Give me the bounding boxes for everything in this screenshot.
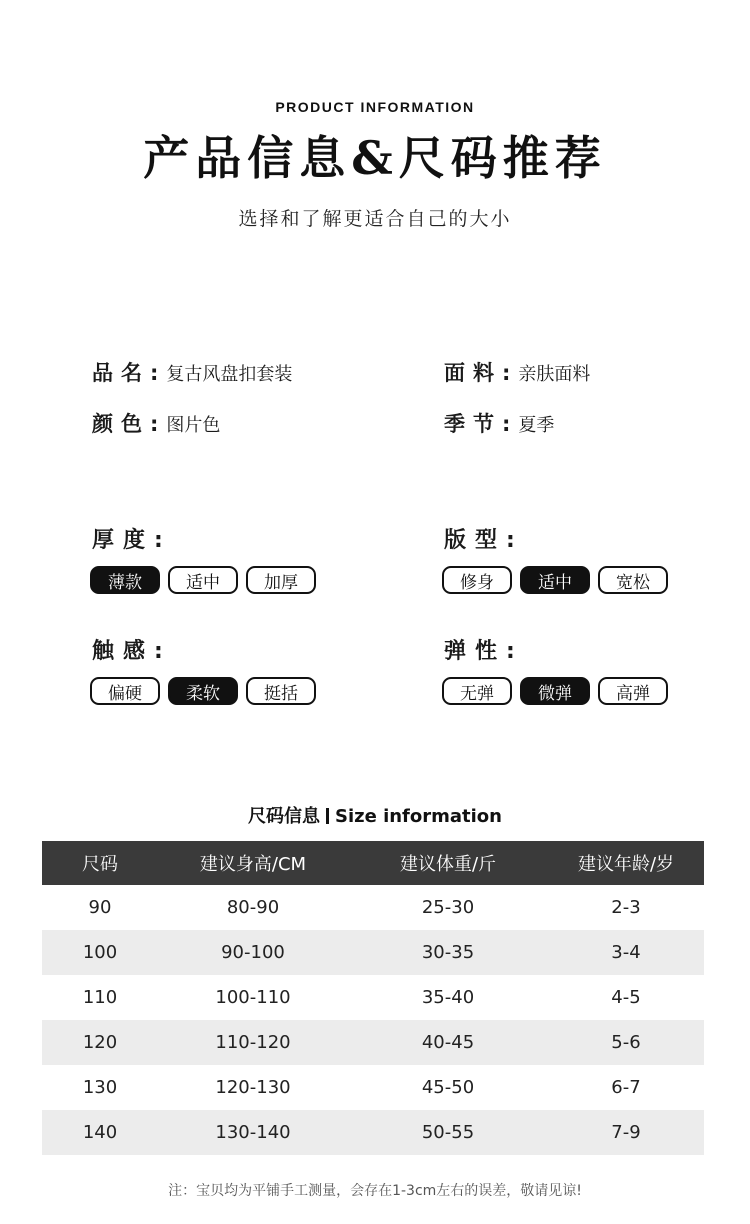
header-age: 建议年龄/岁	[577, 854, 675, 875]
cell-height: 100-110	[215, 987, 291, 1008]
cell-size: 120	[82, 1032, 118, 1053]
touch-option[interactable]: 挺括	[246, 677, 316, 705]
page-subtitle: 选择和了解更适合自己的大小	[238, 208, 512, 230]
fit-options	[442, 566, 668, 594]
elasticity-option[interactable]: 高弹	[598, 677, 668, 705]
info-color-label: 颜色	[92, 412, 150, 436]
size-table-heading	[0, 802, 750, 828]
header-height: 建议身高/CM	[199, 854, 307, 875]
table-row	[42, 1065, 704, 1110]
cell-age: 7-9	[611, 1122, 641, 1143]
measurement-note: 注：宝贝均为平铺手工测量，会存在1-3cm左右的误差，敬请见谅!	[168, 1183, 582, 1199]
cell-weight: 35-40	[421, 987, 475, 1008]
info-fabric-row	[444, 357, 590, 387]
fit-title: 版型:	[444, 528, 524, 553]
table-row	[42, 930, 704, 975]
info-season-label: 季节	[444, 412, 502, 436]
elasticity-option[interactable]: 微弹	[520, 677, 590, 705]
cell-size: 140	[82, 1122, 118, 1143]
cell-size: 90	[88, 897, 112, 918]
cell-height: 90-100	[221, 942, 285, 963]
size-heading-cn: 尺码信息	[247, 806, 320, 827]
cell-weight: 40-45	[421, 1032, 475, 1053]
cell-age: 6-7	[611, 1077, 641, 1098]
elasticity-options	[442, 677, 668, 705]
header-size: 尺码	[82, 854, 118, 875]
info-name-label: 品名	[92, 361, 150, 385]
elasticity-title: 弹性:	[444, 639, 524, 664]
info-fabric-value: 亲肤面料	[518, 364, 591, 385]
table-row	[42, 975, 704, 1020]
cell-size: 130	[82, 1077, 118, 1098]
info-season-value: 夏季	[518, 415, 555, 436]
info-colon: :	[150, 361, 159, 385]
fit-option[interactable]: 修身	[442, 566, 512, 594]
cell-height: 80-90	[226, 897, 280, 918]
cell-size: 110	[82, 987, 118, 1008]
info-color-value: 图片色	[166, 415, 221, 436]
thickness-option[interactable]: 加厚	[246, 566, 316, 594]
info-name-value: 复古风盘扣套装	[166, 364, 293, 385]
cell-age: 5-6	[611, 1032, 641, 1053]
heading-separator	[326, 808, 329, 824]
fit-option[interactable]: 宽松	[598, 566, 668, 594]
header-weight: 建议体重/斤	[399, 854, 497, 875]
cell-height: 130-140	[215, 1122, 291, 1143]
info-colon: :	[502, 361, 511, 385]
eyebrow-title: PRODUCT INFORMATION	[275, 99, 475, 115]
table-row	[42, 1020, 704, 1065]
page-title: 产品信息&尺码推荐	[143, 131, 607, 185]
touch-option[interactable]: 偏硬	[90, 677, 160, 705]
cell-age: 3-4	[611, 942, 641, 963]
size-table	[42, 841, 704, 1155]
cell-weight: 30-35	[421, 942, 475, 963]
info-color-row	[92, 408, 220, 438]
size-table-header	[42, 841, 704, 885]
info-fabric-label: 面料	[444, 361, 502, 385]
size-heading-en: Size information	[334, 806, 502, 827]
fit-option[interactable]: 适中	[520, 566, 590, 594]
cell-age: 2-3	[611, 897, 641, 918]
table-row	[42, 885, 704, 930]
cell-age: 4-5	[611, 987, 641, 1008]
cell-weight: 25-30	[421, 897, 475, 918]
touch-option[interactable]: 柔软	[168, 677, 238, 705]
cell-height: 120-130	[215, 1077, 291, 1098]
touch-options	[90, 677, 316, 705]
table-row	[42, 1110, 704, 1155]
info-colon: :	[150, 412, 159, 436]
info-season-row	[444, 408, 554, 438]
touch-title: 触感:	[92, 639, 172, 664]
info-name-row	[92, 357, 292, 387]
cell-size: 100	[82, 942, 118, 963]
thickness-options	[90, 566, 316, 594]
elasticity-option[interactable]: 无弹	[442, 677, 512, 705]
thickness-title: 厚度:	[92, 528, 172, 553]
cell-weight: 50-55	[421, 1122, 475, 1143]
thickness-option[interactable]: 薄款	[90, 566, 160, 594]
info-colon: :	[502, 412, 511, 436]
cell-height: 110-120	[215, 1032, 291, 1053]
cell-weight: 45-50	[421, 1077, 475, 1098]
thickness-option[interactable]: 适中	[168, 566, 238, 594]
